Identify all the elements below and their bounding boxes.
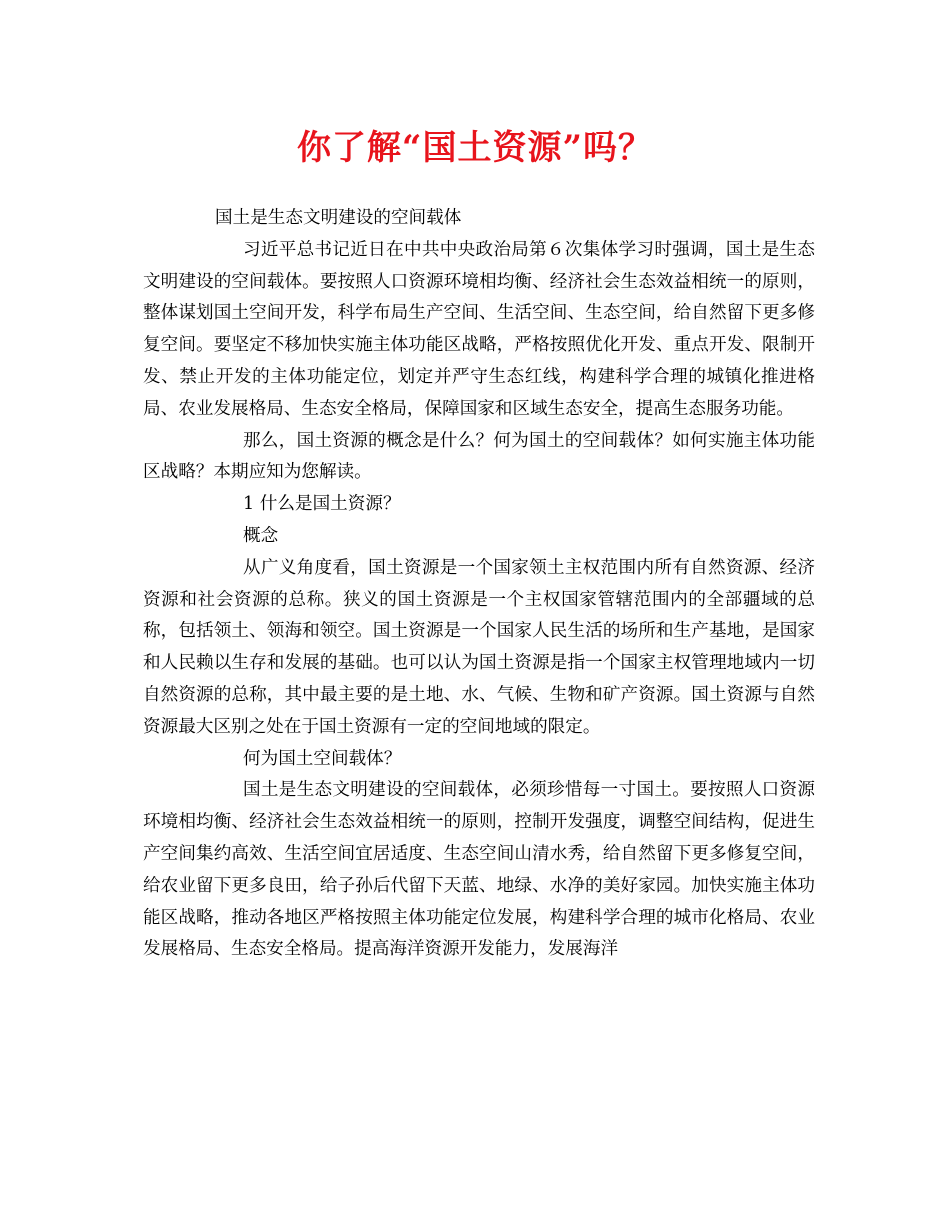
paragraph: 从广义角度看，国土资源是一个国家领土主权范围内所有自然资源、经济资源和社会资源的总称。狭义的国土资源是一个主权国家管辖范围内的全部疆域的总称，包括领土、领海和领空。国土资源是一个国家人民生活的场所和生产基地，是国家和人民赖以生存和发展的基础。也可以认为国土资源是指一个国家主权管理地域内一切自然资源的总称，其中最主要的是土地、水、气候、生物和矿产资源。国土资源与自然资源最大区别之处在于国土资源有一定的空间地域的限定。	[143, 557, 815, 737]
section-heading: 1 什么是国土资源？	[243, 494, 401, 515]
subsection-heading: 概念	[243, 525, 279, 546]
paragraph: 国土是生态文明建设的空间载体，必须珍惜每一寸国土。要按照人口资源环境相均衡、经济社会生态效益相统一的原则，控制开发强度，调整空间结构，促进生产空间集约高效、生活空间宜居适度、生态空间山清水秀，给自然留下更多修复空间，给农业留下更多良田，给子孙后代留下天蓝、地绿、水净的美好家园。加快实施主体功能区战略，推动各地区严格按照主体功能定位发展，构建科学合理的城市化格局、农业发展格局、生态安全格局。提高海洋资源开发能力，发展海洋	[143, 780, 815, 960]
paragraph: 习近平总书记近日在中共中央政治局第６次集体学习时强调，国土是生态文明建设的空间载体。要按照人口资源环境相均衡、经济社会生态效益相统一的原则，整体谋划国土空间开发，科学布局生产空间、生活空间、生态空间，给自然留下更多修复空间。要坚定不移加快实施主体功能区战略，严格按照优化开发、重点开发、限制开发、禁止开发的主体功能定位，划定并严守生态红线，构建科学合理的城镇化推进格局、农业发展格局、生态安全格局，保障国家和区域生态安全，提高生态服务功能。	[143, 239, 815, 419]
section-heading: 国土是生态文明建设的空间载体	[215, 208, 462, 228]
document-title: 你了解“国土资源”吗？	[296, 128, 654, 168]
document-body	[143, 203, 815, 966]
paragraph: 那么，国土资源的概念是什么？何为国土的空间载体？如何实施主体功能区战略？本期应知为您解读。	[143, 430, 815, 483]
subsection-heading: 何为国土空间载体？	[243, 748, 402, 769]
